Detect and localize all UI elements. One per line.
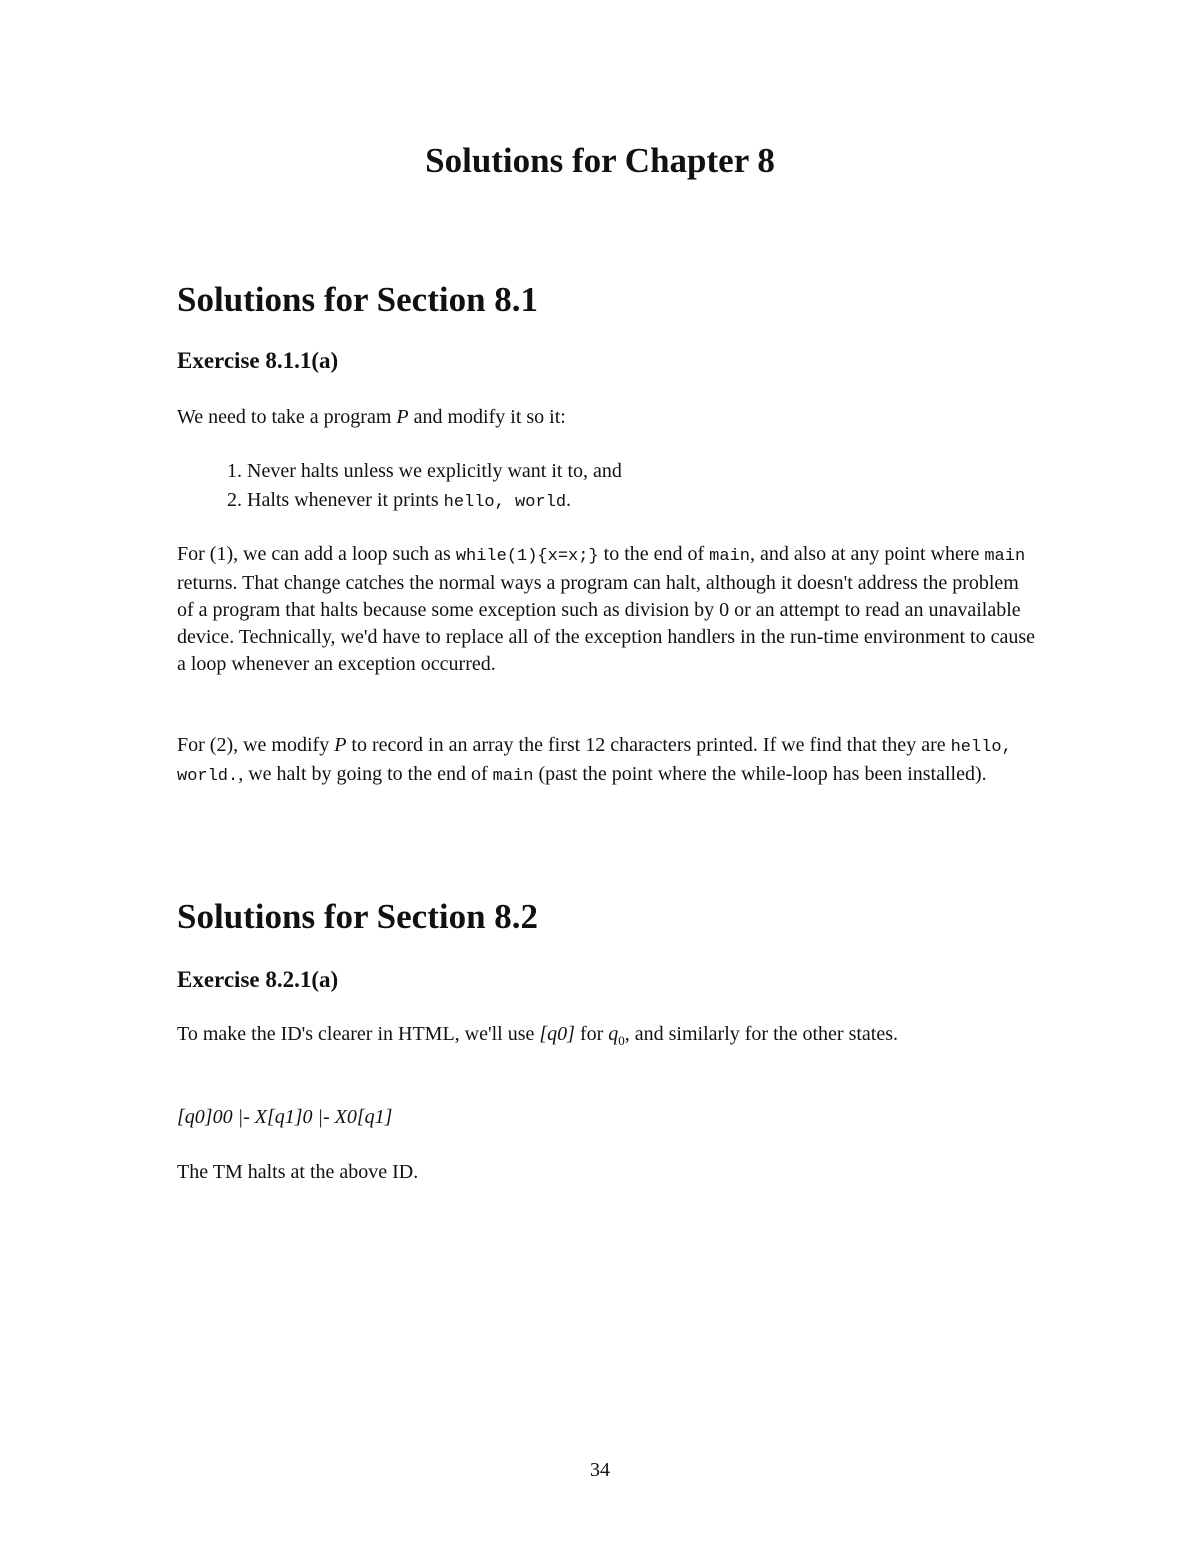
exercise-8-1-1a-paragraph-2 (177, 732, 1037, 790)
exercise-8-2-1a-title: Exercise 8.2.1(a) (177, 967, 339, 992)
paragraph-text: for (574, 1023, 609, 1045)
list-item-text: . (566, 489, 572, 511)
inline-code: main (709, 547, 750, 566)
paragraph-text: To make the ID's clearer in HTML, we'll use (177, 1023, 540, 1045)
id-sequence (177, 1104, 1037, 1131)
paragraph-text: (past the point where the while-loop has been installed). (533, 763, 987, 785)
inline-code: hello, world. (177, 738, 1012, 786)
list-item-text: Never halts unless we explicitly want it to, and (247, 460, 622, 482)
paragraph-text: , and similarly for the other states. (624, 1023, 899, 1045)
paragraph-text: to record in an array the first 12 characters printed. If we find that they are (346, 734, 951, 756)
exercise-8-1-1a-title: Exercise 8.1.1(a) (177, 348, 339, 373)
exercise-8-2-1a-paragraph-1 (177, 1021, 1037, 1048)
paragraph-text: , we halt by going to the end of (238, 763, 493, 785)
state-notation: [q0] (539, 1023, 575, 1045)
exercise-8-1-1a-intro (177, 404, 1037, 431)
paragraph-text: For (1), we can add a loop such as (177, 543, 456, 565)
requirements-list (177, 457, 1107, 517)
paragraph-text: For (2), we modify (177, 734, 335, 756)
inline-code: main (492, 767, 534, 786)
paragraph-text: , and also at any point where (749, 543, 985, 565)
list-item-text: Halts whenever it prints (247, 489, 444, 511)
inline-code: main (984, 547, 1026, 566)
inline-code: hello, world (443, 493, 567, 512)
paragraph-text: to the end of (598, 543, 710, 565)
intro-text-2: and modify it so it: (408, 406, 566, 428)
state-subscript: 0 (618, 1033, 625, 1048)
list-item (247, 457, 1107, 486)
exercise-8-2-1a-paragraph-2: The TM halts at the above ID. (177, 1161, 419, 1183)
inline-code: while(1){x=x;} (455, 547, 599, 566)
paragraph-text: returns. That change catches the normal ways a program can halt, although it doesn't address the problem of a program that halts because some exception such as division by 0 or an attempt to read an unavailable device. Technically, we'd have to replace all of the exception handlers in the run-time environment to cause a loop whenever an exception occurred. (177, 572, 1035, 675)
intro-text-1: We need to take a program (177, 406, 397, 428)
section-8-2-title: Solutions for Section 8.2 (177, 897, 539, 936)
section-8-1-title: Solutions for Section 8.1 (177, 280, 539, 319)
program-variable-p: P (334, 734, 347, 756)
exercise-8-1-1a-paragraph-1 (177, 541, 1037, 678)
list-item (247, 486, 1107, 517)
page-number: 34 (590, 1459, 610, 1481)
state-symbol: q (608, 1023, 619, 1045)
id-sequence-text: [q0]00 |- X[q1]0 |- X0[q1] (177, 1106, 393, 1128)
program-variable-p: P (396, 406, 409, 428)
chapter-title: Solutions for Chapter 8 (425, 141, 775, 180)
